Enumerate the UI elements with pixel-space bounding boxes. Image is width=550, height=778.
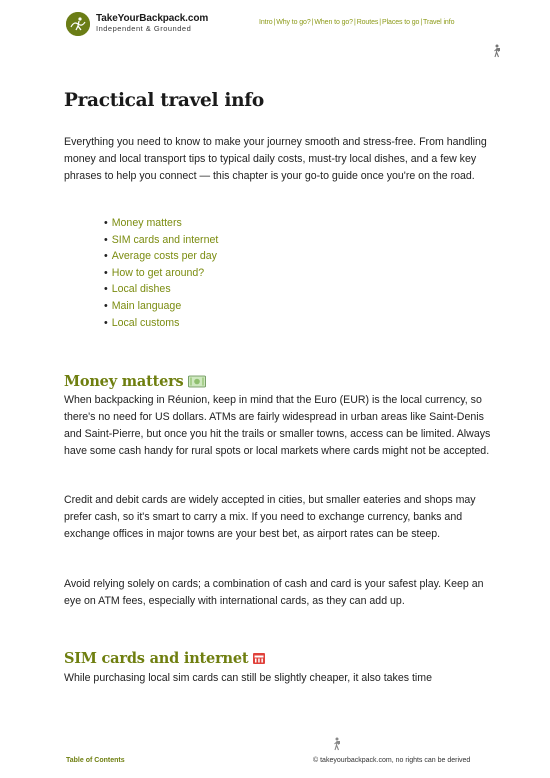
toc-link-sim-cards[interactable]: SIM cards and internet: [111, 233, 219, 246]
nav-separator: |: [273, 19, 276, 26]
logo-icon[interactable]: [66, 12, 90, 36]
toc-item[interactable]: [104, 215, 218, 232]
copyright-notice: © takeyourbackpack.com, no rights can be derived: [313, 757, 471, 764]
bullet: •: [104, 316, 108, 329]
section-heading-money: [64, 373, 206, 392]
toc-link-get-around[interactable]: How to get around?: [111, 266, 205, 279]
toc-item[interactable]: [104, 281, 218, 298]
money-paragraph-1: When backpacking in Réunion, keep in mind that the Euro (EUR) is the local currency, so there's no need for US dollars. ATMs are fairly widespread in urban areas like Saint-Denis and Saint-Pierre, but once you hit the trails or smaller towns, access can be limited. Always have some cash handy for rural spots or local markets where cards might not be accepted.: [64, 394, 491, 457]
nav-separator: |: [353, 19, 356, 26]
intro-paragraph: Everything you need to know to make your journey smooth and stress-free. From handling money and local transport tips to typical daily costs, must-try local dishes, and a few key phrases to help you connect — this chapter is your go-to guide once you're on the road.: [64, 136, 487, 182]
nav-separator: |: [379, 19, 381, 26]
brand[interactable]: [96, 13, 208, 34]
toc-item[interactable]: [104, 298, 218, 315]
money-paragraph-2: Credit and debit cards are widely accepted in cities, but smaller eateries and shops may prefer cash, so it's smart to carry a mix. If you need to exchange currency, banks and exchange offices in major towns are your best bet, as airport rates can be steep.: [64, 494, 476, 540]
table-of-contents: [104, 215, 218, 331]
section-heading-money-text: Money matters: [64, 373, 184, 390]
nav-why-to-go[interactable]: Why to go?: [276, 19, 311, 26]
nav-travel-info[interactable]: Travel info: [423, 19, 455, 26]
toc-item[interactable]: [104, 265, 218, 282]
money-paragraph-3: Avoid relying solely on cards; a combination of cash and card is your safest play. Keep an eye on ATM fees, especially with international cards, as they can add up.: [64, 578, 484, 607]
money-bill-icon: [188, 375, 206, 392]
nav-separator: |: [311, 19, 314, 26]
bullet: •: [104, 299, 108, 312]
sim-card-icon: [252, 652, 266, 669]
brand-tagline: Independent & Grounded: [96, 24, 192, 33]
nav-separator: |: [420, 19, 423, 26]
bullet: •: [104, 250, 108, 263]
toc-item[interactable]: [104, 315, 218, 332]
section-heading-sim-text: SIM cards and internet: [64, 650, 249, 667]
hiker-icon: [492, 44, 502, 58]
toc-link-local-customs[interactable]: Local customs: [111, 316, 180, 329]
top-navigation: [259, 19, 454, 26]
brand-name[interactable]: TakeYourBackpack.com: [96, 13, 209, 24]
bullet: •: [104, 266, 108, 279]
table-of-contents-link[interactable]: Table of Contents: [66, 757, 125, 764]
toc-link-money-matters[interactable]: Money matters: [111, 217, 182, 229]
toc-link-main-language[interactable]: Main language: [111, 299, 182, 312]
bullet: •: [104, 283, 108, 296]
nav-places-to-go[interactable]: Places to go: [382, 19, 420, 26]
nav-when-to-go[interactable]: When to go?: [314, 19, 353, 26]
nav-intro[interactable]: Intro: [259, 19, 273, 26]
page-title: Practical travel info: [64, 90, 264, 111]
section-heading-sim: [64, 650, 266, 669]
toc-item[interactable]: [104, 248, 218, 265]
toc-item[interactable]: [104, 232, 218, 249]
toc-link-local-dishes[interactable]: Local dishes: [111, 283, 171, 296]
bullet: •: [104, 233, 108, 246]
hiker-icon: [331, 737, 343, 751]
bullet: •: [104, 217, 108, 229]
toc-link-average-costs[interactable]: Average costs per day: [111, 250, 217, 263]
nav-routes[interactable]: Routes: [356, 19, 379, 26]
sim-paragraph-1: While purchasing local sim cards can still be slightly cheaper, it also takes time: [64, 672, 432, 684]
